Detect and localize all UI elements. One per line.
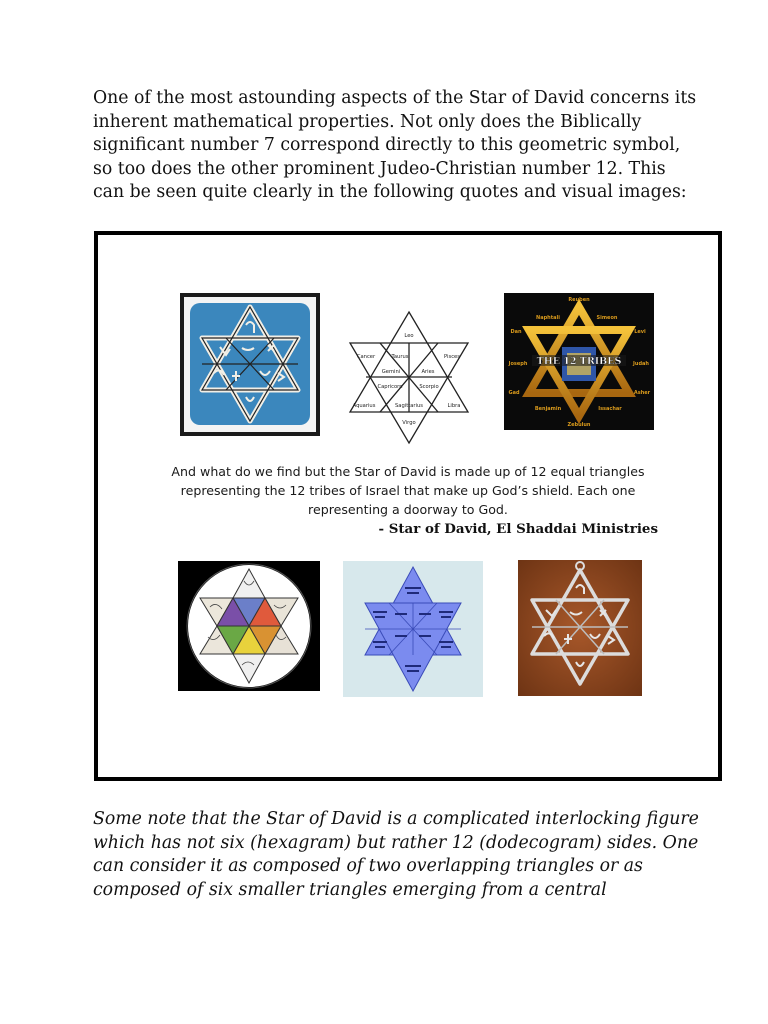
tribe-name: Asher [633, 390, 651, 396]
tribe-name: Naphtali [536, 315, 560, 321]
zodiac-label: Scorpio [419, 384, 439, 390]
intro-line: inherent mathematical properties. Not only does the Biblically [93, 111, 642, 132]
zodiac-label: Taurus [391, 354, 409, 360]
note-line: composed of six smaller triangles emerging from a central [93, 879, 607, 900]
zodiac-label: Cancer [356, 354, 376, 360]
zodiac-label: Aries [421, 369, 435, 375]
zodiac-star-image [344, 307, 484, 445]
blue-star-tile [180, 293, 320, 436]
tribes-banner: THE 12 TRIBES [536, 356, 622, 367]
note-line: which has not six (hexagram) but rather 12 (dodecogram) sides. One [93, 832, 699, 853]
twelve-tribes-image [504, 293, 654, 430]
tribe-name: Levi [634, 329, 646, 335]
intro-line: can be seen quite clearly in the following quotes and visual images: [93, 182, 687, 203]
colored-star-tile [178, 561, 320, 691]
zodiac-label: Leo [404, 333, 414, 339]
tribe-name: Dan [510, 329, 522, 335]
note-line: Some note that the Star of David is a complicated interlocking figure [93, 809, 699, 829]
quote-line: representing a doorway to God. [308, 502, 508, 517]
colored-star-image [178, 561, 320, 691]
tribe-name: Issachar [598, 406, 622, 412]
zodiac-star-tile [344, 307, 484, 445]
tribe-name: Zebulun [567, 422, 591, 428]
quote-block [98, 462, 718, 519]
tribe-name: Benjamin [534, 406, 562, 412]
zodiac-label: Capricorn [377, 384, 403, 390]
blue-star-image [180, 293, 320, 436]
intro-line: so too does the other prominent Judeo-Christian number 12. This [93, 158, 666, 179]
figure-frame [94, 231, 722, 781]
zodiac-label: Virgo [402, 420, 416, 426]
note-paragraph [93, 808, 699, 902]
zodiac-label: Sagittarius [394, 403, 424, 409]
quote-line: representing the 12 tribes of Israel that make up God’s shield. Each one [180, 483, 636, 498]
tribe-name: Simeon [596, 315, 618, 321]
lavender-star-tile [343, 561, 483, 697]
silver-star-tile [518, 560, 642, 696]
quote-attribution: - Star of David, El Shaddai Ministries [378, 521, 658, 537]
tribe-name: Reuben [568, 297, 590, 303]
intro-line: One of the most astounding aspects of the Star of David concerns its [93, 88, 697, 108]
twelve-tribes-tile [504, 293, 654, 430]
zodiac-label: Libra [447, 403, 461, 409]
zodiac-label: Gemini [381, 369, 401, 375]
tribe-name: Gad [508, 390, 520, 396]
intro-paragraph [93, 87, 697, 205]
silver-star-image [518, 560, 642, 696]
quote-line: And what do we find but the Star of David is made up of 12 equal triangles [171, 464, 645, 479]
tribe-name: Joseph [508, 361, 528, 367]
intro-line: significant number 7 correspond directly to this geometric symbol, [93, 135, 681, 156]
tribe-name: Judah [633, 361, 649, 367]
zodiac-label: Pisces [444, 354, 460, 360]
zodiac-label: Aquarius [352, 403, 376, 409]
note-line: can consider it as composed of two overlapping triangles or as [93, 856, 643, 877]
lavender-star-image [343, 561, 483, 697]
